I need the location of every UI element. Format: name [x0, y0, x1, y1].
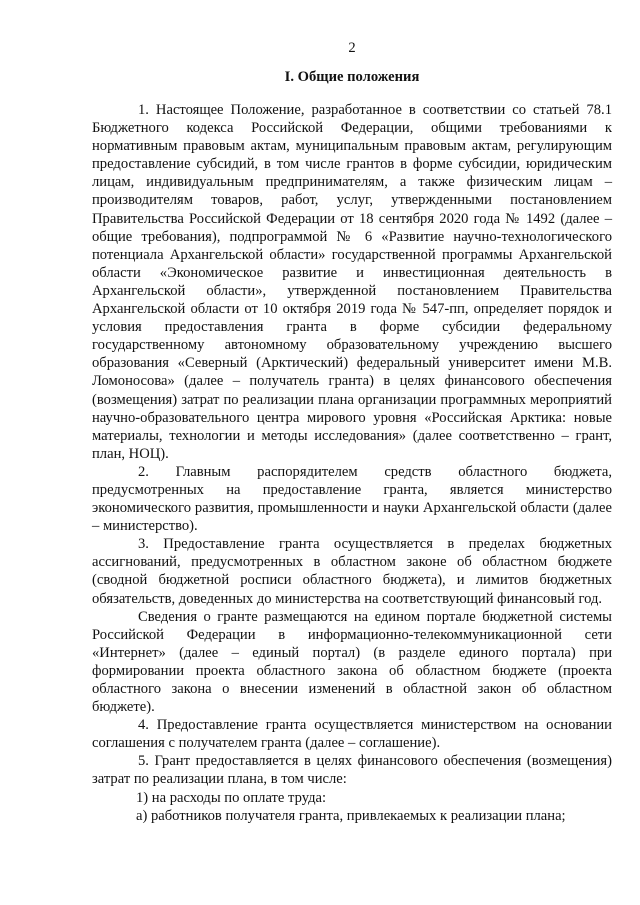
paragraph-5: 5. Грант предоставляется в целях финансового обеспечения (возмещения) затрат по реализации плана, в том числе: — [92, 753, 612, 788]
list-item-1: 1) на расходы по оплате труда: — [136, 789, 327, 806]
paragraph-2: 2. Главным распорядителем средств областного бюджета, предусмотренных на предоставление гранта, является министерство экономического развития, промышленности и науки Архангельской области (далее – министерство). — [92, 463, 612, 535]
page-number: 2 — [348, 40, 356, 56]
section-title: I. Общие положения — [284, 69, 420, 85]
paragraph-4: 4. Предоставление гранта осуществляется министерством на основании соглашения с получателем гранта (далее – соглашение). — [92, 717, 612, 752]
paragraph-3: 3. Предоставление гранта осуществляется в пределах бюджетных ассигнований, предусмотренных в областном законе об областном бюджете (сводной бюджетной росписи областного бюджета), и лимитов бюджетных обязательств, доведенных до министерства на соответствующий финансовый год. — [92, 536, 612, 607]
list-item-a: а) работников получателя гранта, привлекаемых к реализации плана; — [136, 807, 566, 824]
body-text — [92, 101, 612, 825]
paragraph-portal-info: Сведения о гранте размещаются на едином портале бюджетной системы Российской Федерации в информационно-телекоммуникационной сети «Интернет» (далее – единый портал) (в разделе единого портала) при формировании проекта областного закона об областном бюджете (проекта областного закона о внесении изменений в областной закон об областном бюджете). — [92, 608, 612, 716]
paragraph-1: 1. Настоящее Положение, разработанное в соответствии со статьей 78.1 Бюджетного кодекса Российской Федерации, общими требованиями к нормативным правовым актам, муниципальным правовым актам, регулирующим предоставление субсидий, в том числе грантов в форме субсидии, юридическим лицам, индивидуальным предпринимателям, а также физическим лицам – производителям товаров, работ, услуг, утвержденными постановлением Правительства Российской Федерации от 18 сентября 2020 года № 1492 (далее – общие требования), подпрограммой № 6 «Развитие научно-технологического потенциала Архангельской области» государственной программы Архангельской области «Экономическое развитие и инвестиционная деятельность в Архангельской области», утвержденной постановлением Правительства Архангельской области от 10 октября 2019 года № 547-пп, определяет порядок и условия предоставления гранта в форме субсидии федеральному государственному автономному образовательному учреждению высшего образования «Северный (Арктический) федеральный университет имени М.В. Ломоносова» (далее – получатель гранта) в целях финансового обеспечения (возмещения) затрат по реализации плана организации программных мероприятий научно-образовательного центра мирового уровня «Российская Арктика: новые материалы, технологии и методы исследования» (далее соответственно – грант, план, НОЦ). — [92, 102, 612, 462]
